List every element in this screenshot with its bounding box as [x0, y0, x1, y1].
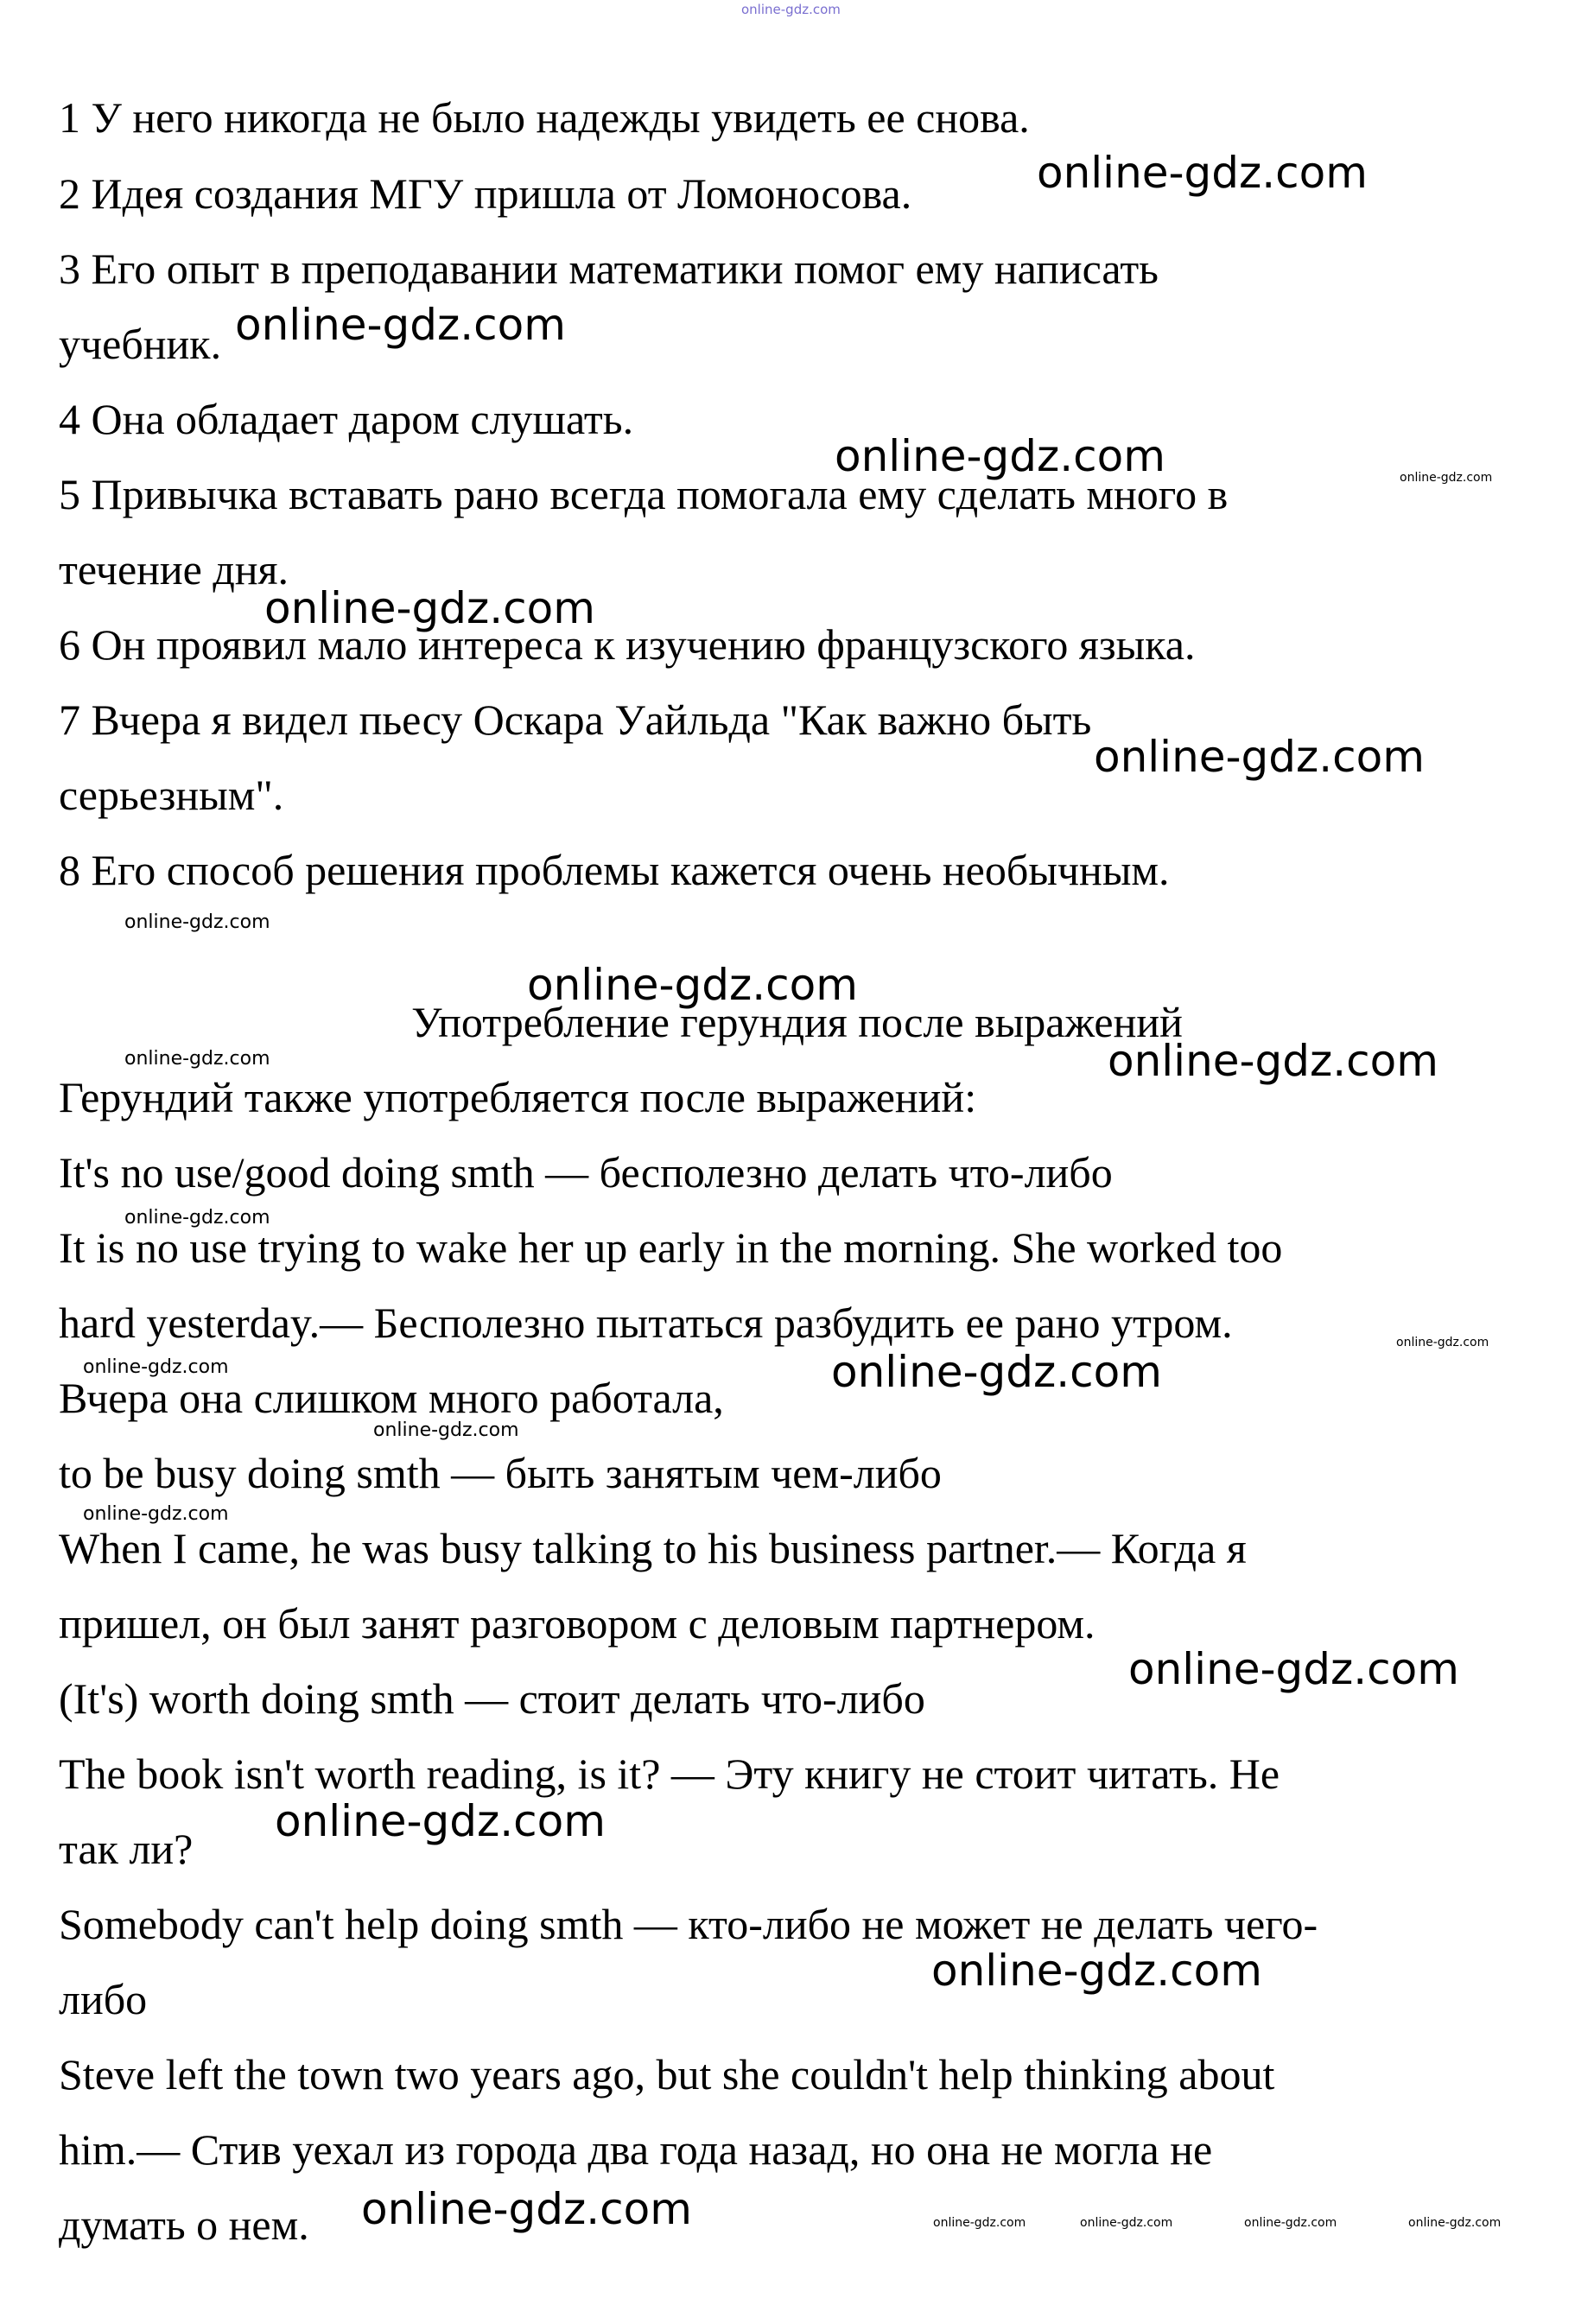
- watermark: online-gdz.com: [264, 583, 595, 633]
- section-line-15: him.— Стив уехал из города два года назад, но она не могла не: [59, 2125, 1213, 2174]
- section-line-5: Вчера она слишком много работала,: [59, 1374, 724, 1422]
- section-line-9: (It's) worth doing smth — стоит делать что-либо: [59, 1674, 925, 1723]
- translation-line-4: 4 Она обладает даром слушать.: [59, 395, 634, 443]
- translation-line-7-cont: серьезным".: [59, 771, 284, 819]
- section-line-8: пришел, он был занят разговором с деловым партнером.: [59, 1599, 1095, 1648]
- watermark: online-gdz.com: [931, 1946, 1262, 1996]
- section-line-3: It is no use trying to wake her up early in the morning. She worked too: [59, 1223, 1283, 1272]
- translation-line-7: 7 Вчера я видел пьесу Оскара Уайльда "Как важно быть: [59, 695, 1092, 744]
- watermark: online-gdz.com: [1080, 2216, 1173, 2230]
- watermark: online-gdz.com: [373, 1419, 519, 1441]
- section-line-6: to be busy doing smth — быть занятым чем-либо: [59, 1449, 942, 1497]
- section-line-12: Somebody can't help doing smth — кто-либо не может не делать чего-: [59, 1900, 1318, 1948]
- watermark: online-gdz.com: [235, 300, 566, 350]
- watermark: online-gdz.com: [1108, 1036, 1438, 1086]
- translation-line-5-cont: течение дня.: [59, 545, 289, 594]
- section-line-16: думать о нем.: [59, 2200, 309, 2249]
- section-line-11: так ли?: [59, 1825, 194, 1873]
- watermark: online-gdz.com: [1037, 148, 1368, 198]
- translation-line-1: 1 У него никогда не было надежды увидеть ее снова.: [59, 93, 1030, 142]
- translation-line-5: 5 Привычка вставать рано всегда помогала ему сделать много в: [59, 470, 1229, 518]
- watermark-top: online-gdz.com: [741, 2, 841, 17]
- watermark: online-gdz.com: [124, 1207, 270, 1229]
- section-line-14: Steve left the town two years ago, but she couldn't help thinking about: [59, 2050, 1275, 2099]
- watermark: online-gdz.com: [527, 960, 858, 1010]
- watermark: online-gdz.com: [83, 1503, 229, 1525]
- watermark: online-gdz.com: [831, 1347, 1162, 1397]
- watermark: online-gdz.com: [1128, 1644, 1459, 1694]
- watermark: online-gdz.com: [275, 1796, 606, 1846]
- watermark: online-gdz.com: [124, 911, 270, 933]
- section-line-13: либо: [59, 1975, 148, 2023]
- watermark: online-gdz.com: [1400, 471, 1493, 485]
- watermark: online-gdz.com: [933, 2216, 1026, 2230]
- translation-line-3-cont: учебник.: [59, 320, 222, 368]
- section-line-7: When I came, he was busy talking to his business partner.— Когда я: [59, 1524, 1247, 1572]
- translation-line-8: 8 Его способ решения проблемы кажется очень необычным.: [59, 846, 1170, 894]
- watermark: online-gdz.com: [1244, 2216, 1337, 2230]
- section-line-2: It's no use/good doing smth — бесполезно делать что-либо: [59, 1148, 1113, 1197]
- watermark: online-gdz.com: [1408, 2216, 1502, 2230]
- watermark: online-gdz.com: [124, 1048, 270, 1070]
- watermark: online-gdz.com: [1396, 1336, 1489, 1349]
- section-line-4: hard yesterday.— Бесполезно пытаться разбудить ее рано утром.: [59, 1299, 1233, 1347]
- watermark: online-gdz.com: [1094, 732, 1425, 782]
- translation-line-2: 2 Идея создания МГУ пришла от Ломоносова.: [59, 169, 912, 218]
- watermark: online-gdz.com: [361, 2184, 692, 2234]
- section-line-10: The book isn't worth reading, is it? — Эту книгу не стоит читать. Не: [59, 1749, 1280, 1798]
- section-line-1: Герундий также употребляется после выражений:: [59, 1073, 977, 1121]
- watermark: online-gdz.com: [83, 1356, 229, 1378]
- translation-line-6: 6 Он проявил мало интереса к изучению французского языка.: [59, 620, 1196, 669]
- watermark: online-gdz.com: [835, 431, 1165, 481]
- translation-line-3: 3 Его опыт в преподавании математики помог ему написать: [59, 244, 1159, 293]
- section-title: Употребление герундия после выражений: [411, 998, 1183, 1046]
